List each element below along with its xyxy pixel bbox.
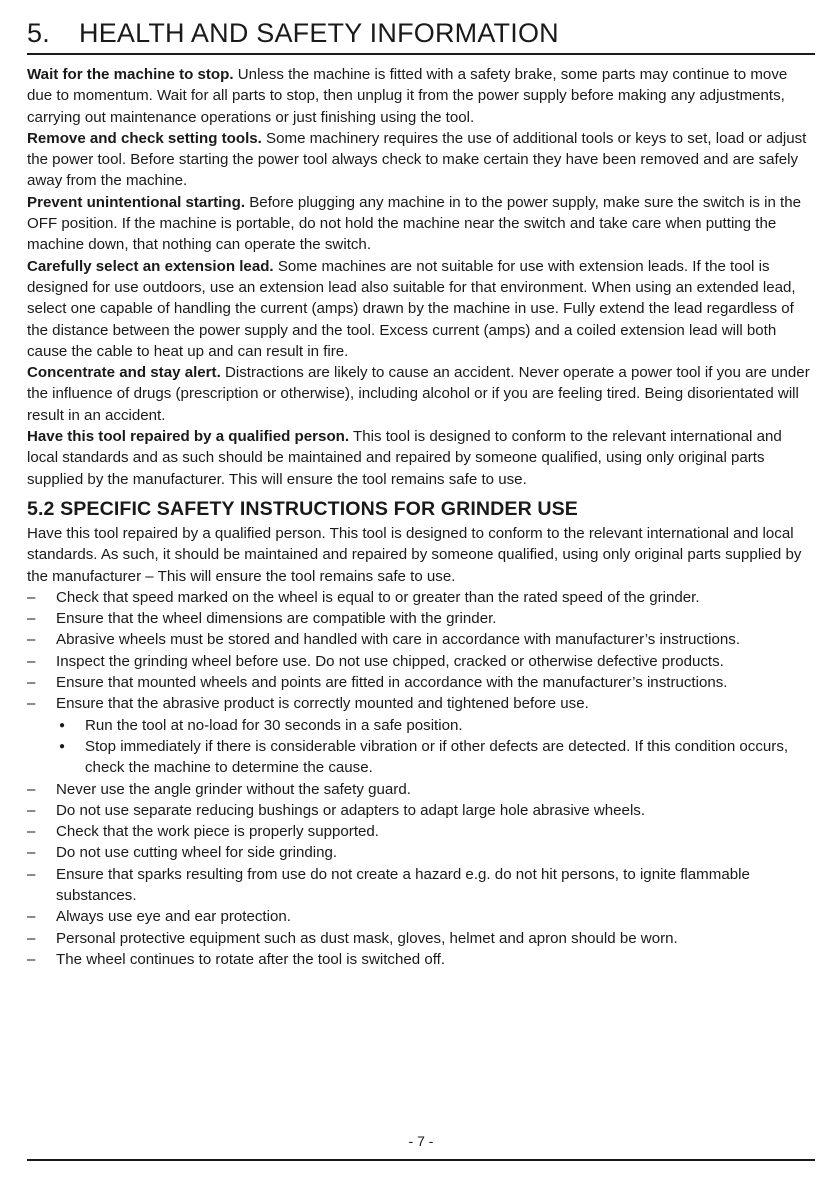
page-title	[27, 18, 815, 55]
sub-list-item: ● Stop immediately if there is considerable vibration or if other defects are detected. If this condition occurs, check the machine to determine the cause.	[56, 736, 815, 779]
list-item-text: Ensure that the abrasive product is correctly mounted and tightened before use.	[56, 695, 589, 713]
sub-list-item: ● Run the tool at no-load for 30 seconds in a safe position.	[56, 715, 815, 736]
list-item: – Ensure that mounted wheels and points are fitted in accordance with the manufacturer’s instructions.	[27, 672, 815, 693]
list-item: – Check that speed marked on the wheel is equal to or greater than the rated speed of the grinder.	[27, 587, 815, 608]
list-item: – Do not use separate reducing bushings or adapters to adapt large hole abrasive wheels.	[27, 800, 815, 821]
list-item: – Never use the angle grinder without the safety guard.	[27, 779, 815, 800]
page-footer	[27, 1133, 815, 1161]
list-item-with-subitems	[27, 693, 815, 778]
paragraph-unintentional-starting	[27, 192, 815, 256]
sub-list	[56, 715, 815, 779]
paragraph-lead: Carefully select an extension lead.	[27, 257, 274, 275]
general-safety-paragraphs	[27, 64, 815, 490]
list-item: – Ensure that sparks resulting from use do not create a hazard e.g. do not hit persons, to ignite flammable substances.	[27, 864, 815, 907]
paragraph-stay-alert	[27, 362, 815, 426]
paragraph-text: Before plugging any machine in to the power supply, make sure the switch is in the OFF position. If the machine is portable, do not hold the machine near the switch and take care when putting the machine down, that nothing can operate the switch.	[27, 193, 802, 254]
paragraph-text: Distractions are likely to cause an accident. Never operate a power tool if you are under the influence of drugs (prescription or otherwise), including alcohol or if you are feeling tired. Being disorientated will result in an accident.	[27, 364, 810, 424]
list-item: – Ensure that the wheel dimensions are compatible with the grinder.	[27, 608, 815, 629]
document-page	[27, 18, 815, 970]
paragraph-qualified-repair	[27, 426, 815, 490]
subsection-title: 5.2 SPECIFIC SAFETY INSTRUCTIONS FOR GRINDER USE	[27, 497, 578, 520]
list-item: – Check that the work piece is properly supported.	[27, 821, 815, 842]
list-item: – Do not use cutting wheel for side grinding.	[27, 842, 815, 863]
paragraph-lead: Remove and check setting tools.	[27, 129, 262, 147]
paragraph-text: Unless the machine is fitted with a safety brake, some parts may continue to move due to momentum. Wait for all parts to stop, then unplug it from the power supply before making any adjustments, carrying out maintenance operations or just finishing using the tool.	[27, 66, 788, 126]
page-number: - 7 -	[408, 1133, 434, 1149]
paragraph-lead: Have this tool repaired by a qualified person.	[27, 428, 350, 446]
paragraph-setting-tools	[27, 128, 815, 192]
section-number: 5.	[27, 18, 50, 48]
subsection-intro: Have this tool repaired by a qualified person. This tool is designed to conform to the relevant international and local standards. As such, it should be maintained and repaired by someone qualified, using only original parts supplied by the manufacturer – This will ensure the tool remains safe to use.	[27, 524, 802, 585]
list-item: – Always use eye and ear protection.	[27, 906, 815, 927]
grinder-instructions-list	[27, 587, 815, 970]
grinder-safety-section	[27, 498, 815, 970]
list-item: – Inspect the grinding wheel before use. Do not use chipped, cracked or otherwise defective products.	[27, 651, 815, 672]
paragraph-lead: Prevent unintentional starting.	[27, 193, 246, 211]
paragraph-text: This tool is designed to conform to the relevant international and local standards and as such should be maintained and repaired by someone qualified, using only original parts supplied by the manufacturer. This will ensure the tool remains safe to use.	[27, 428, 782, 488]
list-item: – The wheel continues to rotate after the tool is switched off.	[27, 949, 815, 970]
paragraph-wait-for-stop	[27, 64, 815, 128]
list-item: – Abrasive wheels must be stored and handled with care in accordance with manufacturer’s instructions.	[27, 629, 815, 650]
footer-divider	[27, 1159, 815, 1161]
paragraph-extension-lead	[27, 256, 815, 362]
paragraph-text: Some machinery requires the use of additional tools or keys to set, load or adjust the power tool. Before starting the power tool always check to make certain they have been removed and are safely away from the machine.	[27, 129, 807, 190]
section-title: HEALTH AND SAFETY INFORMATION	[79, 18, 559, 48]
paragraph-text: Some machines are not suitable for use with extension leads. If the tool is designed for use outdoors, use an extension lead also suitable for that environment. When using an extended lead, select one capable of handling the current (amps) drawn by the machine in use. Fully extend the lead regardless of the distance between the power supply and the tool. Excess current (amps) and a coiled extension lead will both cause the cable to heat up and can result in fire.	[27, 257, 796, 360]
list-item: – Personal protective equipment such as dust mask, gloves, helmet and apron should be worn.	[27, 928, 815, 949]
paragraph-lead: Wait for the machine to stop.	[27, 66, 234, 83]
paragraph-lead: Concentrate and stay alert.	[27, 364, 221, 382]
